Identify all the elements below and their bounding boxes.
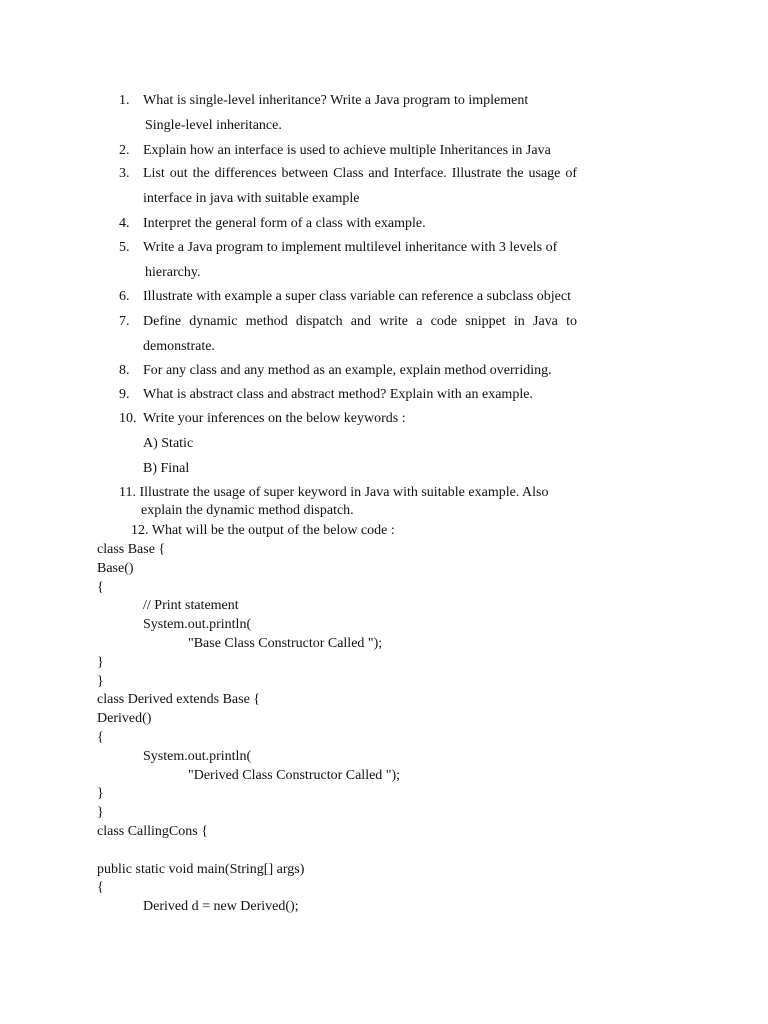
question-text: Illustrate with example a super class variable can reference a subclass object [143,289,571,304]
question-text-continued: hierarchy. [145,264,201,280]
code-line: { [97,729,104,745]
code-line: Base() [97,560,134,576]
code-line: class CallingCons { [97,823,208,839]
question-text: Write your inferences on the below keywords : [143,411,406,426]
keyword-option-static: A) Static [143,436,194,451]
code-line: Derived() [97,711,152,727]
question-12 [131,522,395,540]
question-text: Explain how an interface is used to achieve multiple Inheritances in Java [143,143,551,158]
question-number: 3. [119,166,130,181]
code-line: class Derived extends Base { [97,692,261,708]
code-line: "Derived Class Constructor Called "); [188,767,401,783]
code-line: { [97,880,104,896]
code-line: System.out.println( [143,748,252,764]
question-text: For any class and any method as an example, explain method overriding. [143,363,552,378]
question-4 [119,212,579,237]
question-6 [119,285,579,310]
question-number: 9. [119,387,130,402]
question-number: 6. [119,289,130,304]
question-10 [119,407,579,432]
question-text: Interpret the general form of a class with example. [143,216,426,231]
question-number: 4. [119,216,130,231]
question-text: What is single-level inheritance? Write a Java program to implement [143,93,529,108]
question-11 [119,484,549,520]
question-7 [119,310,579,359]
code-line: Derived d = new Derived(); [143,899,299,915]
question-5 [119,236,579,285]
code-line: class Base { [97,542,166,557]
question-number: 11. [119,485,136,500]
question-9 [119,383,579,408]
code-line: } [97,654,104,670]
code-snippet [97,541,400,917]
code-line: } [97,673,104,689]
question-text: Write a Java program to implement multilevel inheritance with 3 levels of [143,240,558,255]
question-number: 1. [119,93,130,108]
question-text: Define dynamic method dispatch and write a code snippet in Java to demonstrate. [143,314,577,354]
question-number: 8. [119,363,130,378]
code-line: System.out.println( [143,617,252,633]
code-line [97,842,400,861]
question-1 [119,89,579,138]
code-line: } [97,786,104,802]
question-text-continued: Single-level inheritance. [145,117,282,133]
question-number: 12. [131,523,149,538]
code-line: // Print statement [143,598,239,614]
question-8 [119,359,579,384]
question-3 [119,162,579,211]
question-2 [119,139,579,164]
question-number: 10. [119,411,137,426]
question-number: 7. [119,314,130,329]
question-text-continued: explain the dynamic method dispatch. [141,503,354,518]
question-number: 5. [119,240,130,255]
question-text: What will be the output of the below code : [151,523,395,538]
code-line: "Base Class Constructor Called "); [188,635,383,651]
question-text: What is abstract class and abstract method? Explain with an example. [143,387,533,402]
code-line: public static void main(String[] args) [97,861,305,877]
keyword-option-final: B) Final [143,461,190,476]
code-line: } [97,805,104,821]
question-text: Illustrate the usage of super keyword in Java with suitable example. Also [139,485,549,500]
question-text: List out the differences between Class and Interface. Illustrate the usage of interface in java with suitable example [143,166,577,206]
code-line: { [97,579,104,595]
question-number: 2. [119,143,130,158]
